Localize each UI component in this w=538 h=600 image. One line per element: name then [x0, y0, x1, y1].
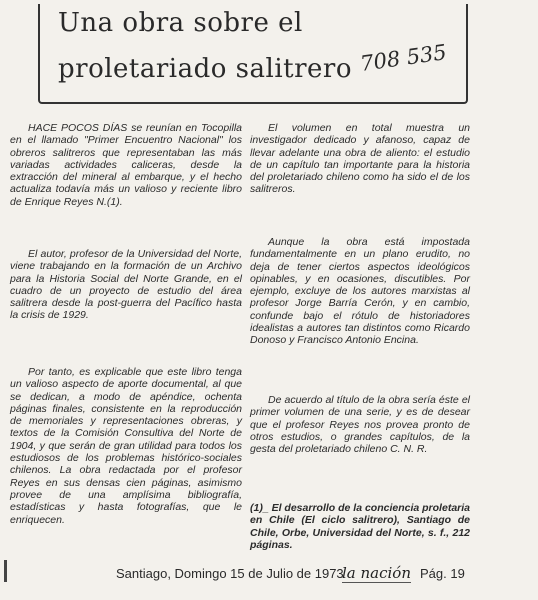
page-number: Pág. 19 [420, 566, 465, 581]
article-paragraph-5: Aunque la obra está impostada fundamentalmente en un plano erudito, no deja de tener ciertos aspectos ideológicos opinables, y en ocasiones, discutibles. Por ejemplo, excluye de los autores marxistas al profesor Jorge Barría Cerón, y en cambio, confunde bajo el rótulo de historiadores idealistas a autores tan distintos como Ricardo Donoso y Francisco Antonio Encina. [250, 236, 470, 347]
article-paragraph-2: El autor, profesor de la Universidad del Norte, viene trabajando en la formación de un Archivo para la Historia Social del Norte Grande, en el cuadro de un proyecto de estudio del área salitrera desde la post-guerra del Pacífico hasta la crisis de 1929. [10, 248, 242, 322]
footnote: (1)_ El desarrollo de la conciencia proletaria en Chile (El ciclo salitrero), Santiago de Chile, Orbe, Universidad del Norte, s. f., 212 páginas. [250, 502, 470, 551]
article-paragraph-1: HACE POCOS DÍAS se reunían en Tocopilla en el llamado "Primer Encuentro Nacional" los obreros salitreros que representaban las más variadas actividades caliceras, desde la extracción del mineral al embarque, y el hecho actualiza todavía más un valioso y reciente libro de Enrique Reyes N.(1). [10, 122, 242, 208]
handwritten-catalog-note: 708 535 [358, 40, 449, 76]
headline-line-2: proletariado salitrero [58, 54, 353, 84]
article-paragraph-6: De acuerdo al título de la obra sería éste el primer volumen de una serie, y es de desear que el profesor Reyes nos provea pronto de otros estudios, o grandes capítulos, de la gesta del proletariado chileno C. N. R. [250, 394, 470, 456]
headline-line-1: Una obra sobre el [58, 8, 303, 38]
scan-edge-mark [4, 560, 7, 582]
article-paragraph-3: Por tanto, es explicable que este libro tenga un valioso aspecto de aporte documental, al que se dedican, a modo de apéndice, ochenta páginas finales, consistente en la reproducción de memoriales y representaciones obreras, y textos de la Comisión Consultiva del Norte de 1904, y que serán de gran utilidad para todos los estudiosos de los problemas histórico-sociales chilenos. La obra redactada por el profesor Reyes en sus densas cien páginas, asimismo provee de una amplísima bibliografía, estadísticas y hasta fotografías, que le enriquecen. [10, 366, 242, 526]
article-paragraph-4: El volumen en total muestra un investigador dedicado y afanoso, capaz de llevar adelante una obra de aliento: el estudio de un capítulo tan importante para la historia del proletariado chileno como ha sido el de los salitreros. [250, 122, 470, 196]
newspaper-masthead: la nación [342, 564, 412, 582]
publication-date: Santiago, Domingo 15 de Julio de 1973 [116, 566, 344, 581]
